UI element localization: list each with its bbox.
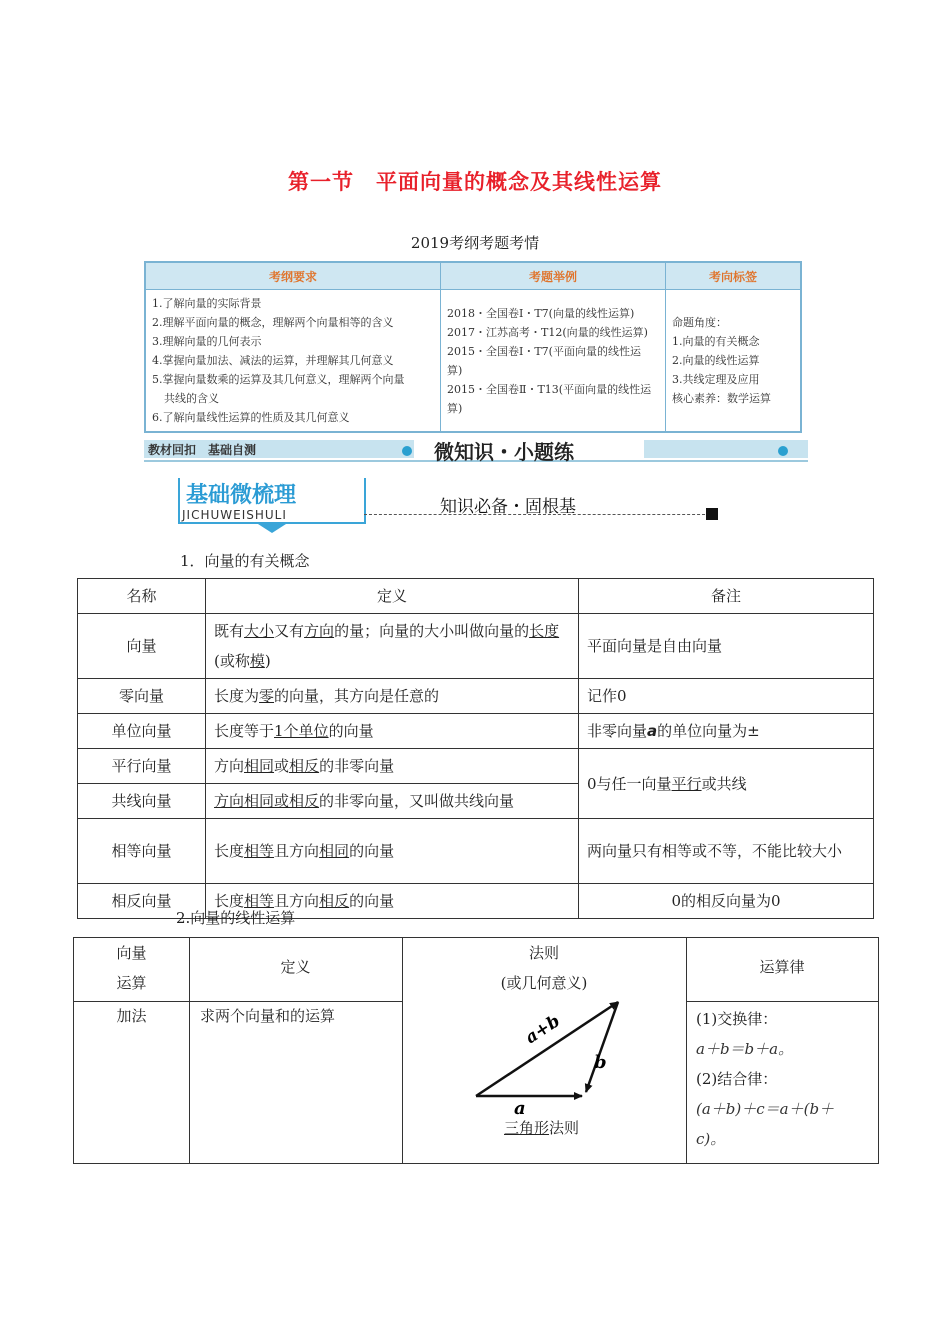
vector-b-arrow xyxy=(586,1002,618,1092)
exam-tag-line: 2.向量的线性运算 xyxy=(672,354,760,367)
concept-note: 非零向量a的单位向量为± xyxy=(579,714,874,749)
linear-definition: 求两个向量和的运算 xyxy=(200,1007,336,1025)
concept-note: 记作0 xyxy=(579,679,874,714)
concept-def: 长度相等且方向相同的向量 xyxy=(206,819,579,884)
exam-tag-line: 命题角度： xyxy=(672,316,727,329)
section-end-square-icon xyxy=(706,508,718,520)
section-main-title: 基础微梳理 xyxy=(186,483,297,508)
table-row xyxy=(78,679,874,714)
concept-def: 长度等于1个单位的向量 xyxy=(206,714,579,749)
exam-example-line: 算) xyxy=(447,401,463,415)
exam-tag-line: 1.向量的有关概念 xyxy=(672,335,760,348)
exam-col-examples xyxy=(441,290,666,433)
page-title: 第一节 平面向量的概念及其线性运算 xyxy=(288,170,662,194)
vector-sum-label: a+b xyxy=(521,1011,564,1049)
concept-note: 0与任一向量平行或共线 xyxy=(579,749,874,819)
section-pointer-icon xyxy=(258,524,286,533)
section-right-label: 知识必备・固根基 xyxy=(440,497,576,517)
concept-note: 平面向量是自由向量 xyxy=(579,614,874,679)
concept-name: 向量 xyxy=(78,614,206,679)
linear-header-op: 向量 运算 xyxy=(116,944,147,992)
concept-def: 既有大小又有方向的量；向量的大小叫做向量的长度(或称模) xyxy=(206,614,579,679)
exam-tag-line: 核心素养：数学运算 xyxy=(672,392,771,405)
exam-example-line: 2015・全国卷Ⅰ・T7(平面向量的线性运 xyxy=(447,344,641,358)
concept-name: 零向量 xyxy=(78,679,206,714)
banner-left-label: 教材回扣 基础自测 xyxy=(148,443,257,457)
vector-triangle-figure xyxy=(468,996,628,1116)
exam-example-line: 2015・全国卷Ⅱ・T13(平面向量的线性运 xyxy=(447,382,652,396)
exam-req-line: 6.了解向量线性运算的性质及其几何意义 xyxy=(152,411,350,424)
exam-req-line: 3.理解向量的几何表示 xyxy=(152,335,262,348)
concept-name: 平行向量 xyxy=(78,749,206,784)
linear-row-divider xyxy=(686,1001,878,1002)
concept-def: 长度为零的向量，其方向是任意的 xyxy=(206,679,579,714)
exam-req-line: 5.掌握向量数乘的运算及其几何意义，理解两个向量 xyxy=(152,373,405,386)
exam-col-req xyxy=(145,290,441,433)
banner-center-label: 微知识・小题练 xyxy=(434,440,574,464)
banner-dot xyxy=(402,446,412,456)
exam-tag-line: 3.共线定理及应用 xyxy=(672,373,760,386)
heading-linear: 2.向量的线性运算 xyxy=(176,909,296,927)
concept-def: 方向相同或相反的非零向量 xyxy=(206,749,579,784)
concept-name: 相等向量 xyxy=(78,819,206,884)
exam-header-req: 考纲要求 xyxy=(145,262,441,290)
concept-name: 单位向量 xyxy=(78,714,206,749)
concept-def: 长度相等且方向相反的向量 xyxy=(206,884,579,919)
vector-a-label: a xyxy=(514,1098,526,1116)
banner-dot xyxy=(778,446,788,456)
linear-header-laws: 运算律 xyxy=(759,958,805,976)
section-header xyxy=(178,478,718,538)
table-row xyxy=(78,749,874,784)
concept-header-def: 定义 xyxy=(206,579,579,614)
concept-header-note: 备注 xyxy=(579,579,874,614)
exam-req-line: 共线的含义 xyxy=(164,392,219,405)
exam-req-line: 4.掌握向量加法、减法的运算，并理解其几何意义 xyxy=(152,354,394,367)
exam-header-examples: 考题举例 xyxy=(441,262,666,290)
linear-header-rule: 法则 (或几何意义) xyxy=(500,944,588,992)
linear-laws: (1)交换律： a＋b＝b＋a。 (2)结合律： (a＋b)＋c＝a＋(b＋ c)。 xyxy=(696,1010,835,1148)
table-row xyxy=(78,819,874,884)
linear-header-def: 定义 xyxy=(280,958,311,976)
exam-header-tags: 考向标签 xyxy=(666,262,802,290)
exam-table xyxy=(144,261,802,433)
concept-name: 相反向量 xyxy=(78,884,206,919)
linear-op: 加法 xyxy=(116,1007,147,1025)
exam-example-line: 算) xyxy=(447,363,463,377)
concept-def: 方向相同或相反的非零向量，又叫做共线向量 xyxy=(206,784,579,819)
exam-col-tags xyxy=(666,290,802,433)
vector-b-label: b xyxy=(594,1052,607,1073)
concept-note: 两向量只有相等或不等，不能比较大小 xyxy=(579,819,874,884)
section-banner xyxy=(144,436,808,466)
table-row xyxy=(78,714,874,749)
linear-table xyxy=(73,937,879,1164)
concept-header-name: 名称 xyxy=(78,579,206,614)
section-pinyin: JICHUWEISHULI xyxy=(182,508,287,522)
table-row xyxy=(78,614,874,679)
linear-rule: 三角形法则 xyxy=(504,1119,580,1137)
exam-req-line: 2.理解平面向量的概念，理解两个向量相等的含义 xyxy=(152,316,394,329)
concept-name: 共线向量 xyxy=(78,784,206,819)
heading-concepts: 1．向量的有关概念 xyxy=(180,552,310,570)
concept-table xyxy=(77,578,874,919)
exam-example-line: 2017・江苏高考・T12(向量的线性运算) xyxy=(447,325,648,339)
exam-req-line: 1.了解向量的实际背景 xyxy=(152,297,262,310)
concept-note: 0的相反向量为0 xyxy=(579,884,874,919)
exam-subtitle: 2019考纲考题考情 xyxy=(410,234,540,252)
exam-example-line: 2018・全国卷Ⅰ・T7(向量的线性运算) xyxy=(447,306,635,320)
